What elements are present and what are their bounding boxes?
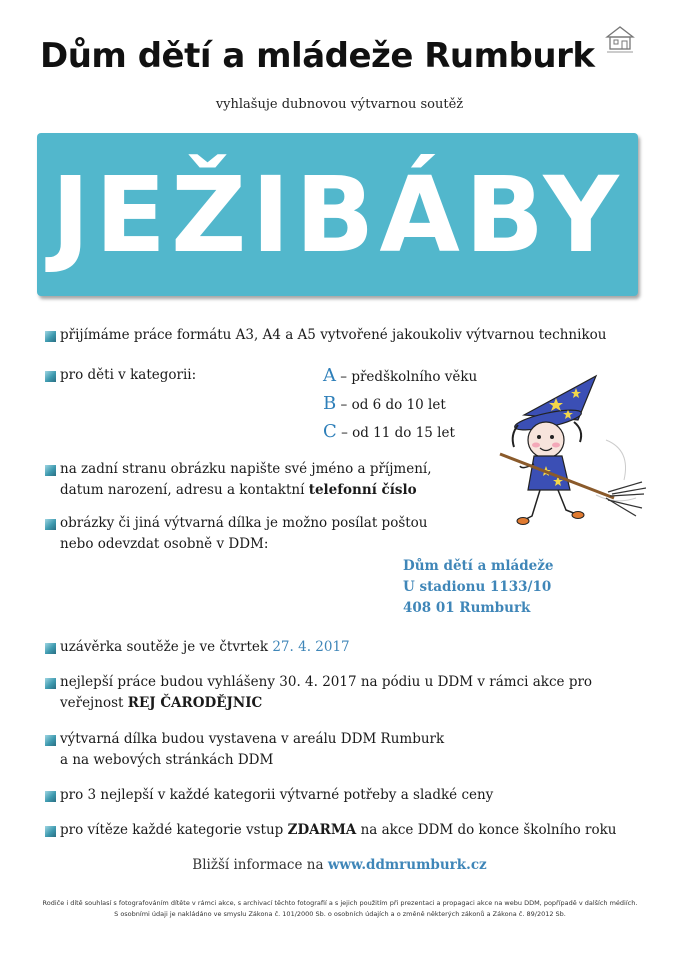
- more-info: [0, 857, 679, 873]
- announce-line1: nejlepší práce budou vyhlášeny 30. 4. 2017 na pódiu u DDM v rámci akce pro: [60, 674, 593, 690]
- free-emphasis: ZDARMA: [287, 822, 357, 838]
- announce-line2-text: veřejnost: [60, 695, 128, 711]
- prizes-text: pro 3 nejlepší v každé kategorii výtvarné potřeby a sladké ceny: [60, 787, 494, 803]
- category-text: – od 11 do 15 let: [341, 425, 455, 441]
- address-line: U stadionu 1133/10: [403, 579, 552, 595]
- free-entry-suffix: na akce DDM do konce školního roku: [356, 822, 617, 838]
- phone-number-emphasis: telefonní číslo: [308, 482, 417, 498]
- square-bullet-icon: [45, 519, 56, 530]
- category-text: – předškolního věku: [340, 369, 478, 385]
- back-side-line2: [60, 480, 417, 501]
- more-info-label: Bližší informace na: [192, 857, 328, 873]
- deadline-label: uzávěrka soutěže je ve čtvrtek: [60, 639, 273, 655]
- category-a: [323, 365, 477, 388]
- sending-line1: obrázky či jiná výtvarná dílka je možno posílat poštou: [60, 515, 428, 531]
- deadline-text: [60, 637, 350, 658]
- exhibit-line2: a na webových stránkách DDM: [60, 752, 274, 768]
- category-c: [323, 421, 455, 444]
- categories-label: pro děti v kategorii:: [60, 367, 197, 383]
- category-letter: B: [323, 393, 337, 414]
- deadline-date: 27. 4. 2017: [272, 639, 350, 655]
- gdpr-disclaimer: Rodiče i dítě souhlasí s fotografováním dítěte v rámci akce, s archivací těchto fotografií a s jejich použitím při prezentaci a propagaci akce na webu DDM, popřípadě v dalších médiích. S osobními údaji je nakládáno ve smyslu Zákona č. 101/2000 Sb. o osobních údajích a o změně některých zákonů a Zákona č. 89/2012 Sb.: [42, 899, 638, 918]
- banner-title: JEŽIBÁBY: [51, 153, 624, 276]
- free-entry-prefix: pro vítěze každé kategorie vstup: [60, 822, 288, 838]
- subtitle: vyhlašuje dubnovou výtvarnou soutěž: [215, 97, 464, 112]
- back-side-line1: na zadní stranu obrázku napište své jméno a příjmení,: [60, 461, 432, 477]
- website-link[interactable]: www.ddmrumburk.cz: [327, 857, 487, 873]
- square-bullet-icon: [45, 735, 56, 746]
- square-bullet-icon: [45, 465, 56, 476]
- square-bullet-icon: [45, 331, 56, 342]
- square-bullet-icon: [45, 643, 56, 654]
- category-letter: A: [323, 365, 336, 386]
- page-title: Dům dětí a mládeže Rumburk: [40, 36, 595, 76]
- free-entry-text: [60, 820, 617, 841]
- address-line: 408 01 Rumburk: [403, 600, 531, 616]
- square-bullet-icon: [45, 678, 56, 689]
- square-bullet-icon: [45, 826, 56, 837]
- announce-line2: [60, 693, 262, 714]
- witch-on-broom-icon: [496, 370, 646, 530]
- sending-line2: nebo odevzdat osobně v DDM:: [60, 536, 269, 552]
- category-letter: C: [323, 421, 337, 442]
- event-name: REJ ČARODĚJNIC: [127, 695, 263, 711]
- house-logo-icon: [604, 24, 636, 54]
- square-bullet-icon: [45, 791, 56, 802]
- address-line: Dům dětí a mládeže: [403, 558, 554, 574]
- category-text: – od 6 do 10 let: [340, 397, 446, 413]
- exhibit-line1: výtvarná dílka budou vystavena v areálu DDM Rumburk: [60, 731, 445, 747]
- back-side-line2-text: datum narození, adresu a kontaktní: [60, 482, 309, 498]
- category-b: [323, 393, 446, 416]
- square-bullet-icon: [45, 371, 56, 382]
- formats-text: přijímáme práce formátu A3, A4 a A5 vytvořené jakoukoliv výtvarnou technikou: [60, 327, 607, 343]
